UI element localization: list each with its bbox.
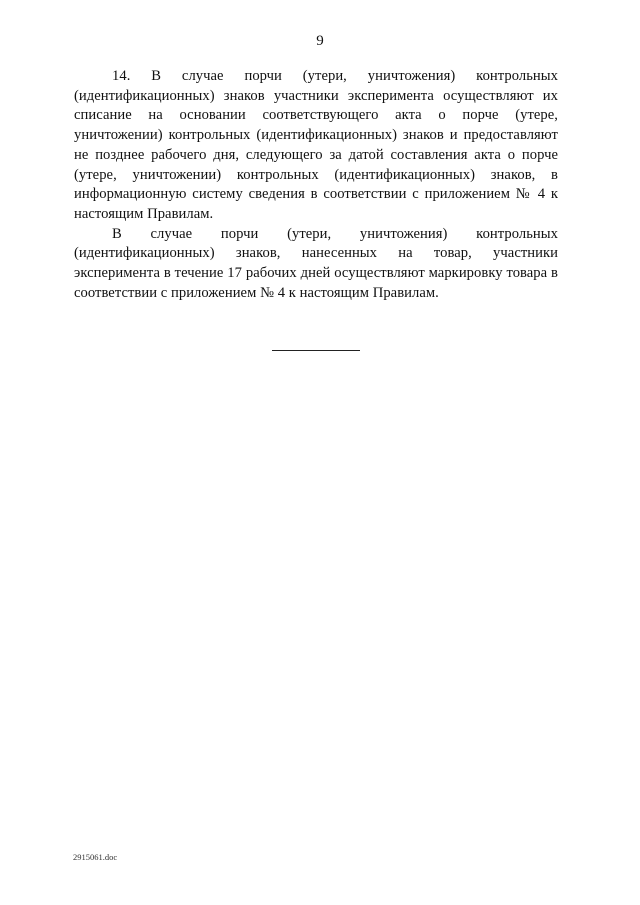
page-number: 9 (316, 33, 324, 49)
paragraph-14: 14. В случае порчи (утери, уничтожения) контрольных (идентификационных) знаков участники эксперимента осуществляют их списание на основании соответствующего акта о порче (утере, уничтожении) контрольных (идентификационных) знаков и предоставляют не позднее рабочего дня, следующего за датой составления акта о порче (утере, уничтожении) контрольных (идентификационных) знаков, в информационную систему сведения в соответствии с приложением № 4 к настоящим Правилам. (74, 68, 558, 222)
document-file-code: 2915061.doc (73, 852, 118, 862)
end-separator-line (272, 350, 360, 351)
paragraph-damage-marking: В случае порчи (утери, уничтожения) контрольных (идентификационных) знаков, нанесенных на товар, участники эксперимента в течение 17 рабочих дней осуществляют маркировку товара в соответствии с приложением № 4 к настоящим Правилам. (74, 225, 558, 301)
document-body (74, 67, 558, 303)
